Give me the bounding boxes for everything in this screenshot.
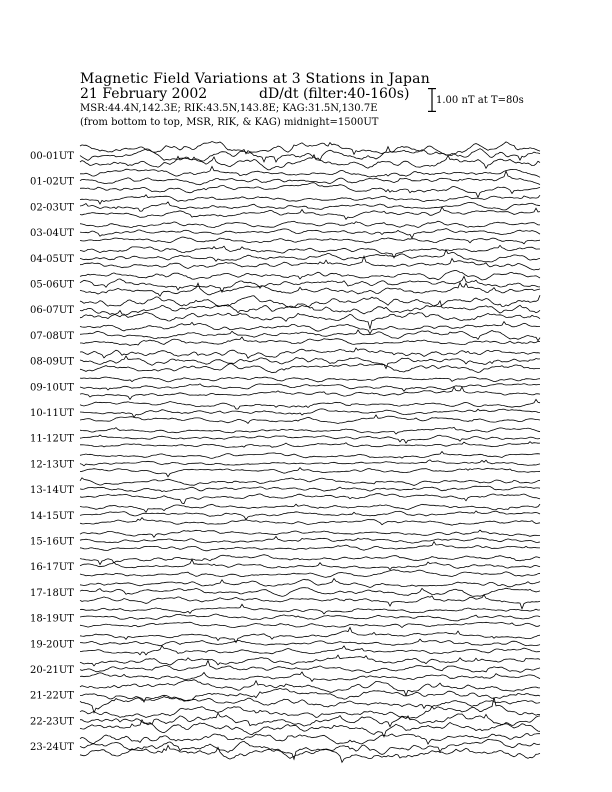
trace-msr bbox=[80, 415, 540, 424]
trace-kag bbox=[80, 295, 540, 307]
trace-msr bbox=[80, 494, 540, 504]
row-label: 07-08UT bbox=[30, 330, 74, 342]
trace-kag bbox=[80, 555, 540, 565]
trace-kag bbox=[80, 322, 540, 334]
trace-rik bbox=[80, 739, 540, 759]
row-label: 04-05UT bbox=[30, 253, 74, 265]
trace-rik bbox=[80, 435, 540, 443]
trace-kag bbox=[80, 734, 540, 744]
trace-msr bbox=[80, 595, 540, 609]
trace-msr bbox=[80, 207, 540, 219]
trace-kag bbox=[80, 604, 540, 614]
trace-rik bbox=[80, 202, 540, 211]
trace-rik bbox=[80, 147, 540, 162]
station-coordinates: MSR:44.4N,142.3E; RIK:43.5N,143.8E; KAG:31.5N,130.7E bbox=[80, 103, 378, 114]
trace-rik bbox=[80, 276, 540, 292]
trace-msr bbox=[80, 256, 540, 270]
row-label: 03-04UT bbox=[30, 228, 74, 240]
trace-rik bbox=[80, 713, 540, 727]
trace-msr bbox=[80, 672, 540, 681]
chart-quantity: dD/dt (filter:40-160s) bbox=[259, 86, 410, 102]
trace-kag bbox=[80, 348, 540, 358]
trace-msr bbox=[80, 570, 540, 578]
trace-msr bbox=[80, 237, 540, 244]
row-label: 13-14UT bbox=[30, 485, 74, 497]
trace-msr bbox=[80, 283, 540, 297]
trace-kag bbox=[80, 452, 540, 459]
trace-msr bbox=[80, 183, 540, 198]
row-label: 12-13UT bbox=[30, 459, 74, 471]
row-label: 00-01UT bbox=[30, 151, 74, 162]
trace-msr bbox=[80, 337, 540, 345]
row-label: 02-03UT bbox=[30, 202, 74, 214]
trace-msr bbox=[80, 518, 540, 526]
row-label: 06-07UT bbox=[30, 305, 74, 317]
trace-rik bbox=[80, 384, 540, 392]
trace-rik bbox=[80, 560, 540, 570]
row-label: 08-09UT bbox=[30, 356, 74, 368]
trace-kag bbox=[80, 655, 540, 666]
trace-kag bbox=[80, 167, 540, 178]
trace-rik bbox=[80, 409, 540, 417]
scale-label: 1.00 nT at T=80s bbox=[436, 95, 524, 106]
trace-kag bbox=[80, 399, 540, 409]
trace-kag bbox=[80, 530, 540, 537]
row-label: 21-22UT bbox=[30, 690, 74, 702]
trace-kag bbox=[80, 628, 540, 643]
trace-order-note: (from bottom to top, MSR, RIK, & KAG) midnight=1500UT bbox=[80, 117, 379, 128]
row-label: 14-15UT bbox=[30, 510, 74, 522]
row-label: 11-12UT bbox=[30, 433, 74, 445]
trace-rik bbox=[80, 460, 540, 466]
row-label: 15-16UT bbox=[30, 536, 74, 548]
trace-msr bbox=[80, 468, 540, 477]
row-label: 16-17UT bbox=[30, 562, 74, 574]
trace-rik bbox=[80, 536, 540, 543]
chart-date: 21 February 2002 bbox=[80, 86, 208, 102]
row-label: 05-06UT bbox=[30, 279, 74, 291]
trace-msr bbox=[80, 364, 540, 373]
trace-rik bbox=[80, 229, 540, 238]
trace-msr bbox=[80, 442, 540, 448]
row-label: 22-23UT bbox=[30, 716, 74, 728]
row-label: 10-11UT bbox=[30, 408, 74, 419]
trace-rik bbox=[80, 588, 540, 597]
trace-kag bbox=[80, 221, 540, 227]
trace-kag bbox=[80, 478, 540, 486]
row-label: 09-10UT bbox=[30, 382, 74, 394]
trace-kag bbox=[80, 377, 540, 382]
row-label: 01-02UT bbox=[30, 176, 74, 188]
row-label: 17-18UT bbox=[30, 587, 74, 599]
trace-rik bbox=[80, 614, 540, 621]
trace-msr bbox=[80, 387, 540, 399]
trace-msr bbox=[80, 646, 540, 655]
row-label: 19-20UT bbox=[30, 639, 74, 651]
row-label: 20-21UT bbox=[30, 665, 74, 676]
trace-rik bbox=[80, 639, 540, 646]
row-label: 18-19UT bbox=[30, 613, 74, 625]
trace-msr bbox=[80, 697, 540, 713]
trace-kag bbox=[80, 427, 540, 434]
trace-rik bbox=[80, 486, 540, 492]
trace-msr bbox=[80, 720, 540, 737]
trace-rik bbox=[80, 661, 540, 673]
trace-kag bbox=[80, 698, 540, 719]
trace-rik bbox=[80, 301, 540, 317]
trace-msr bbox=[80, 745, 540, 762]
row-label: 23-24UT bbox=[30, 742, 74, 754]
trace-kag bbox=[80, 270, 540, 280]
trace-kag bbox=[80, 579, 540, 588]
trace-msr bbox=[80, 155, 540, 170]
trace-msr bbox=[80, 622, 540, 627]
trace-kag bbox=[80, 504, 540, 512]
chart-title: Magnetic Field Variations at 3 Stations in Japan bbox=[80, 71, 430, 87]
trace-msr bbox=[80, 542, 540, 551]
trace-rik bbox=[80, 511, 540, 520]
